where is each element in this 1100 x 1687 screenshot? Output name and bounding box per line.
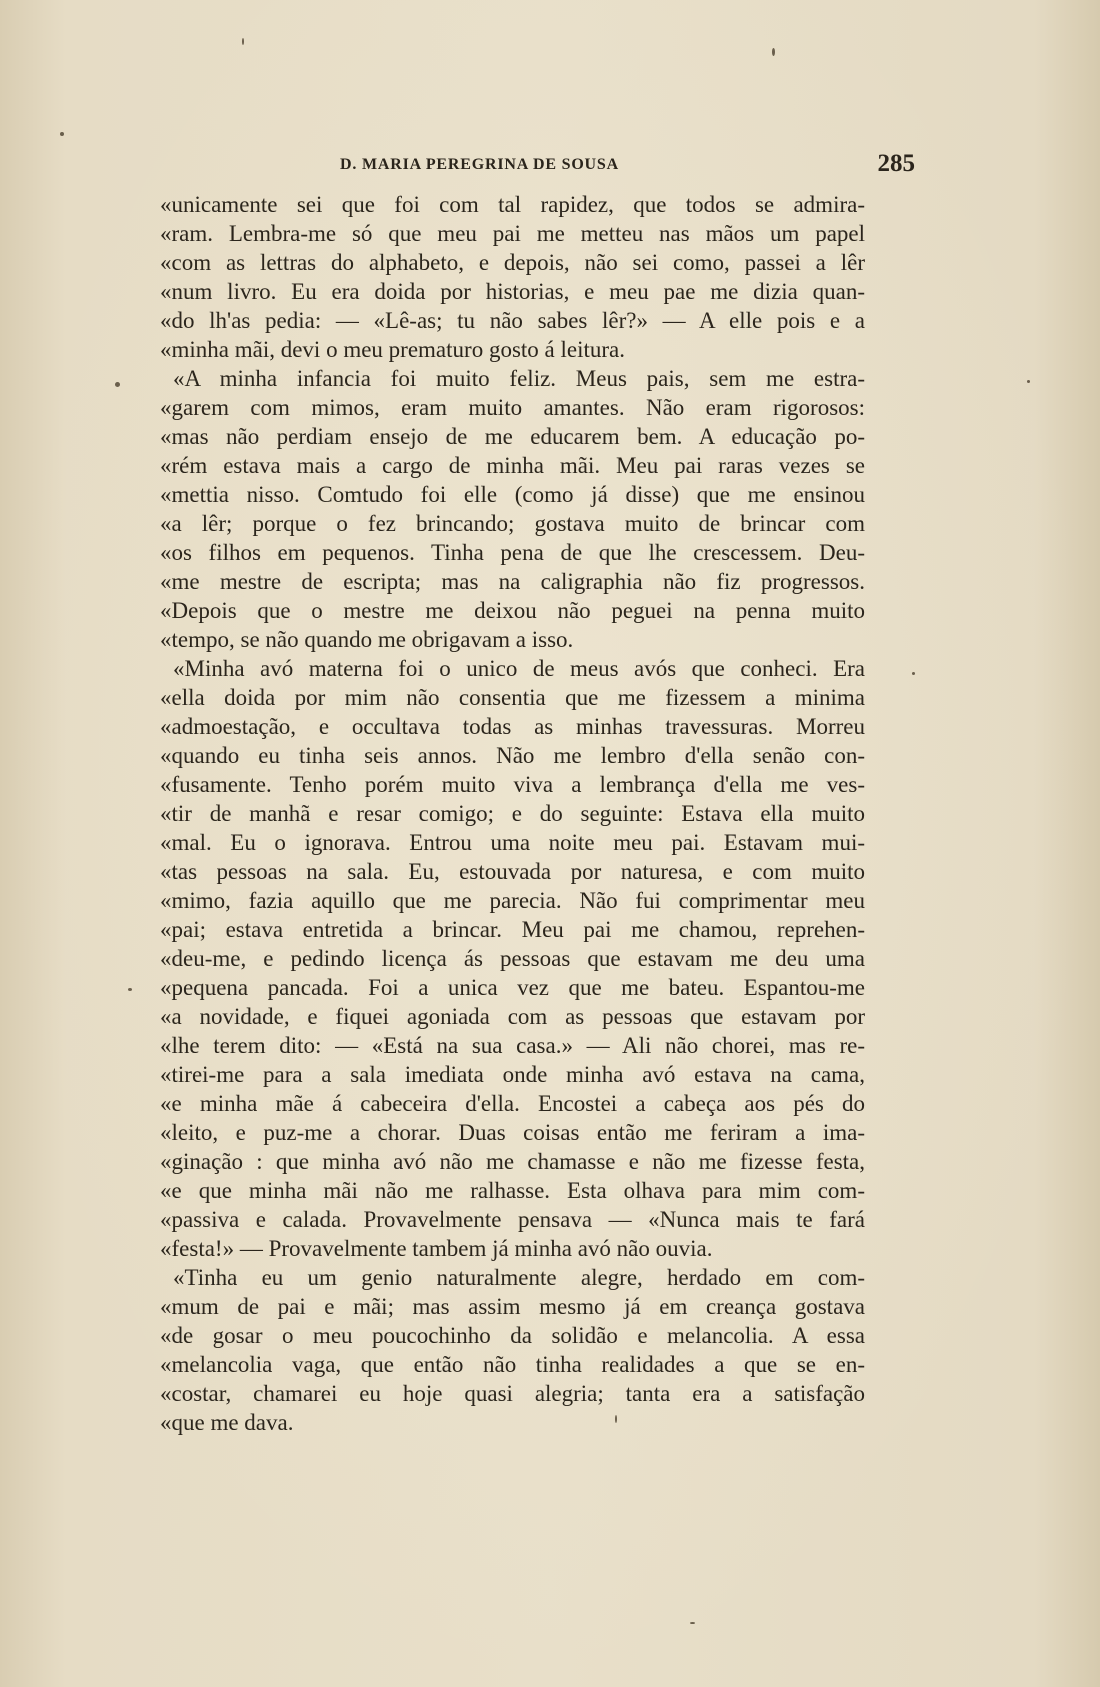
- text-line: «fusamente. Tenho porém muito viva a lembrança d'ella me ves-: [160, 772, 865, 797]
- text-line: «rém estava mais a cargo de minha mãi. Meu pai raras vezes se: [160, 453, 865, 478]
- text-line: «do lh'as pedia: — «Lê-as; tu não sabes lêr?» — A elle pois e a: [160, 308, 865, 333]
- text-line: «que me dava.: [160, 1410, 294, 1435]
- text-line: «Tinha eu um genio naturalmente alegre, herdado em com-: [173, 1265, 865, 1290]
- text-line: «lhe terem dito: — «Está na sua casa.» — Ali não chorei, mas re-: [160, 1033, 865, 1058]
- paper-speck: [60, 132, 64, 136]
- paper-speck: [242, 38, 244, 45]
- text-line: «a novidade, e fiquei agoniada com as pessoas que estavam por: [160, 1004, 865, 1029]
- text-line: «de gosar o meu poucochinho da solidão e melancolia. A essa: [160, 1323, 865, 1348]
- text-line: «os filhos em pequenos. Tinha pena de que lhe crescessem. Deu-: [160, 540, 865, 565]
- text-line: «mas não perdiam ensejo de me educarem bem. A educação po-: [160, 424, 865, 449]
- paper-speck: [912, 672, 915, 675]
- body-text: [160, 190, 865, 1437]
- text-line: «mettia nisso. Comtudo foi elle (como já disse) que me ensinou: [160, 482, 865, 507]
- paper-speck: [772, 48, 775, 56]
- text-line: «ginação : que minha avó não me chamasse e não me fizesse festa,: [160, 1149, 865, 1174]
- text-line: «pequena pancada. Foi a unica vez que me bateu. Espantou-me: [160, 975, 865, 1000]
- text-line: «garem com mimos, eram muito amantes. Não eram rigorosos:: [160, 395, 865, 420]
- text-line: «leito, e puz-me a chorar. Duas coisas então me feriram a ima-: [160, 1120, 865, 1145]
- text-line: «com as lettras do alphabeto, e depois, não sei como, passei a lêr: [160, 250, 865, 275]
- paper-speck: [690, 1622, 695, 1624]
- text-line: «A minha infancia foi muito feliz. Meus pais, sem me estra-: [173, 366, 865, 391]
- page-number: 285: [877, 150, 915, 177]
- text-line: «pai; estava entretida a brincar. Meu pai me chamou, reprehen-: [160, 917, 865, 942]
- text-line: «ella doida por mim não consentia que me fizessem a minima: [160, 685, 865, 710]
- text-line: «melancolia vaga, que então não tinha realidades a que se en-: [160, 1352, 865, 1377]
- text-line: «a lêr; porque o fez brincando; gostava muito de brincar com: [160, 511, 865, 536]
- text-line: «tir de manhã e resar comigo; e do seguinte: Estava ella muito: [160, 801, 865, 826]
- text-line: «deu-me, e pedindo licença ás pessoas que estavam me deu uma: [160, 946, 865, 971]
- text-line: «num livro. Eu era doida por historias, e meu pae me dizia quan-: [160, 279, 865, 304]
- text-line: «e que minha mãi não me ralhasse. Esta olhava para mim com-: [160, 1178, 865, 1203]
- text-line: «tas pessoas na sala. Eu, estouvada por naturesa, e com muito: [160, 859, 865, 884]
- text-line: «me mestre de escripta; mas na caligraphia não fiz progressos.: [160, 569, 865, 594]
- text-line: «mum de pai e mãi; mas assim mesmo já em creança gostava: [160, 1294, 865, 1319]
- page-header: [340, 150, 915, 184]
- paper-speck: [1027, 380, 1030, 383]
- text-line: «unicamente sei que foi com tal rapidez, que todos se admira-: [160, 192, 865, 217]
- text-line: «quando eu tinha seis annos. Não me lembro d'ella senão con-: [160, 743, 865, 768]
- text-line: «festa!» — Provavelmente tambem já minha avó não ouvia.: [160, 1236, 713, 1261]
- text-line: «e minha mãe á cabeceira d'ella. Encostei a cabeça aos pés do: [160, 1091, 865, 1116]
- text-line: «mal. Eu o ignorava. Entrou uma noite meu pai. Estavam mui-: [160, 830, 865, 855]
- text-line: «tirei-me para a sala imediata onde minha avó estava na cama,: [160, 1062, 865, 1087]
- text-line: «passiva e calada. Provavelmente pensava — «Nunca mais te fará: [160, 1207, 865, 1232]
- paper-speck: [128, 988, 132, 991]
- running-title: D. MARIA PEREGRINA DE SOUSA: [340, 156, 619, 173]
- text-line: «ram. Lembra-me só que meu pai me metteu nas mãos um papel: [160, 221, 865, 246]
- text-line: «minha mãi, devi o meu prematuro gosto á leitura.: [160, 337, 625, 362]
- text-line: «Minha avó materna foi o unico de meus avós que conheci. Era: [173, 656, 865, 681]
- text-line: «mimo, fazia aquillo que me parecia. Não fui comprimentar meu: [160, 888, 865, 913]
- paper-speck: [115, 382, 120, 387]
- text-line: «Depois que o mestre me deixou não peguei na penna muito: [160, 598, 865, 623]
- text-line: «admoestação, e occultava todas as minhas travessuras. Morreu: [160, 714, 865, 739]
- paper-speck: [615, 1415, 617, 1423]
- text-line: «costar, chamarei eu hoje quasi alegria; tanta era a satisfação: [160, 1381, 865, 1406]
- text-line: «tempo, se não quando me obrigavam a isso.: [160, 627, 574, 652]
